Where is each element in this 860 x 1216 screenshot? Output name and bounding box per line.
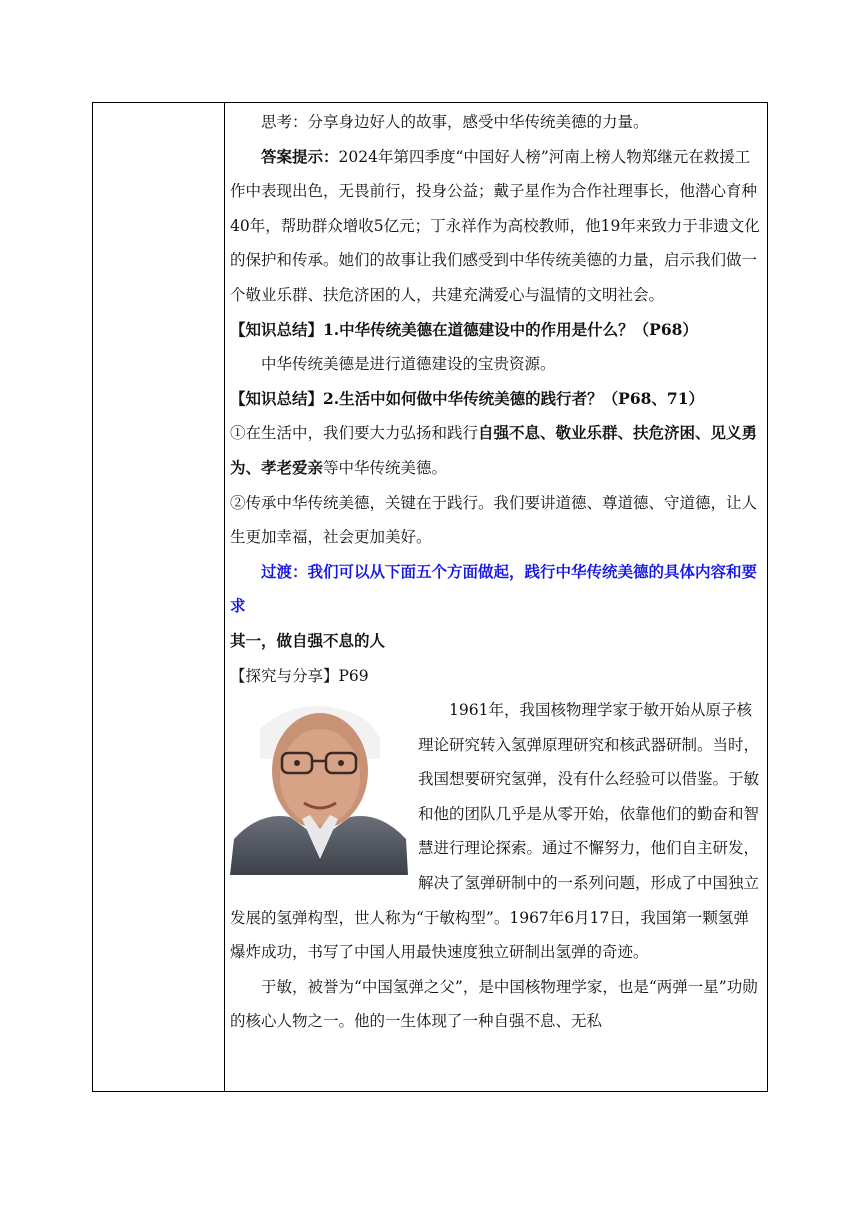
- knowledge-summary-1-title: 【知识总结】1.中华传统美德在道德建设中的作用是什么？（P68）: [230, 319, 698, 339]
- knowledge-summary-2-title: 【知识总结】2.生活中如何做中华传统美德的践行者？（P68、71）: [230, 388, 704, 408]
- answer-hint: [230, 140, 760, 313]
- story-paragraph: 1961年，我国核物理学家于敏开始从原子核理论研究转入氢弹原理研究和核武器研制。当时，我国想要研究氢弹，没有什么经验可以借鉴。于敏和他的团队几乎是从零开始，依靠他们的勤奋和智慧进行理论探索。通过不懈努力，他们自主研发，解决了氢弹研制中的一系列问题，形成了中国独立发展的氢弹构型，世人称为“于敏构型”。1967年6月17日，我国第一颗氢弹爆炸成功，书写了中国人用最快速度独立研制出氢弹的奇迹。: [230, 701, 760, 962]
- explore-share-label: 【探究与分享】P69: [230, 666, 369, 685]
- knowledge-summary-2-point-1: [230, 416, 760, 485]
- section-heading-1: 其一，做自强不息的人: [230, 630, 386, 650]
- point-1-tail: 等中华传统美德。: [323, 458, 448, 477]
- answer-label: 答案提示：: [261, 146, 339, 166]
- point-1-lead: ①在生活中，我们要大力弘扬和践行: [230, 424, 479, 443]
- column-divider: [224, 103, 225, 1091]
- transition-text: 过渡：我们可以从下面五个方面做起，践行中华传统美德的具体内容和要求: [230, 561, 758, 616]
- portrait-photo: [230, 699, 408, 875]
- knowledge-summary-2-point-2: ②传承中华传统美德，关键在于践行。我们要讲道德、尊道德、守道德，让人生更加幸福，社会更加美好。: [230, 493, 758, 547]
- virtues-list: 自强不息、敬业乐群、扶危济困、见义勇为、孝老爱亲: [230, 423, 758, 477]
- portrait-image: [230, 699, 408, 875]
- think-prompt: 思考：分享身边好人的故事，感受中华传统美德的力量。: [261, 113, 649, 131]
- knowledge-summary-1-text: 中华传统美德是进行道德建设的宝贵资源。: [261, 355, 556, 374]
- content-cell: [230, 105, 760, 1039]
- answer-text: 2024年第四季度“中国好人榜”河南上榜人物郑继元在救援工作中表现出色，无畏前行，投身公益；戴子星作为合作社理事长，他潜心育种40年，帮助群众增收5亿元；丁永祥作为高校教师，他19年来致力于非遗文化的保护和传承。她们的故事让我们感受到中华传统美德的力量，启示我们做一个敬业乐群、扶危济困的人，共建充满爱心与温情的文明社会。: [230, 147, 760, 304]
- tribute-paragraph: 于敏，被誉为“中国氢弹之父”，是中国核物理学家，也是“两弹一星”功勋的核心人物之一。他的一生体现了一种自强不息、无私: [230, 977, 758, 1031]
